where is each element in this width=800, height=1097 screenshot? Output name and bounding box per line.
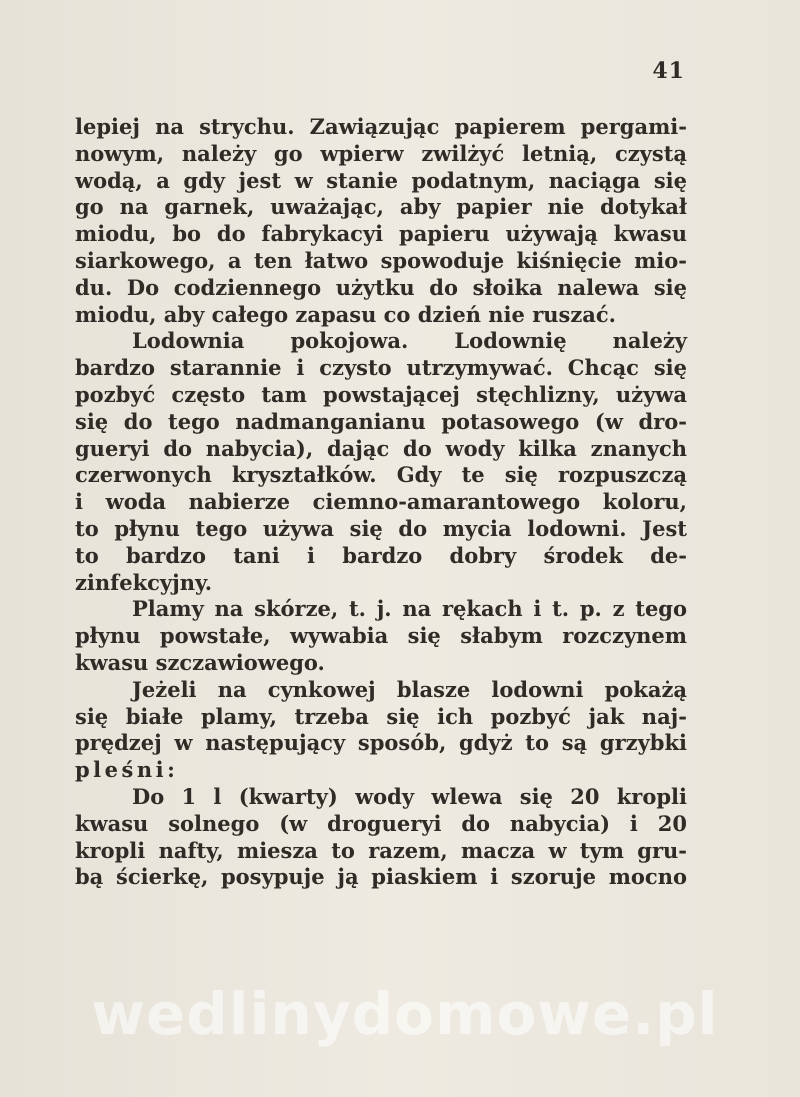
text-line: płynu powstałe, wywabia się słabym rozczynem — [75, 623, 687, 649]
text-line: się białe plamy, trzeba się ich pozbyć jak naj- — [75, 703, 687, 729]
text-line: Do 1 l (kwarty) wody wlewa się 20 kropli — [132, 783, 687, 809]
text-line: bardzo starannie i czysto utrzymywać. Chcąc się — [75, 355, 687, 381]
text-line: kwasu solnego (w drogueryi do nabycia) i 20 — [75, 810, 687, 836]
text-line: prędzej w następujący sposób, gdyż to są grzybki — [75, 730, 687, 756]
text-line: kropli nafty, miesza to razem, macza w tym gru- — [75, 837, 687, 863]
text-line: bą ścierkę, posypuje ją piaskiem i szoruje mocno — [75, 864, 687, 890]
page-number: 41 — [652, 58, 685, 84]
text-line: się do tego nadmanganianu potasowego (w dro- — [75, 408, 687, 434]
text-line: nowym, należy go wpierw zwilżyć letnią, czystą — [75, 140, 687, 166]
text-line: pozbyć często tam powstającej stęchlizny, używa — [75, 381, 687, 407]
text-line: miodu, bo do fabrykacyi papieru używają kwasu — [75, 221, 687, 247]
text-line: zinfekcyjny. — [75, 569, 213, 595]
text-line: lepiej na strychu. Zawiązując papierem pergami- — [75, 114, 687, 139]
text-line: i woda nabierze ciemno-amarantowego koloru, — [75, 489, 687, 515]
text-line: siarkowego, a ten łatwo spowoduje kiśnięcie mio- — [75, 247, 687, 273]
text-line: kwasu szczawiowego. — [75, 649, 325, 675]
body-text — [75, 114, 687, 891]
watermark: wedlinydomowe.pl — [91, 980, 719, 1048]
text-line: czerwonych kryształków. Gdy te się rozpuszczą — [75, 462, 687, 488]
text-line: wodą, a gdy jest w stanie podatnym, naciąga się — [75, 167, 687, 193]
text-line: to płynu tego używa się do mycia lodowni. Jest — [75, 515, 687, 541]
text-line: miodu, aby całego zapasu co dzień nie ruszać. — [75, 301, 616, 327]
text-line: pleśni: — [75, 757, 179, 783]
text-line: go na garnek, uważając, aby papier nie dotykał — [75, 194, 687, 220]
text-line: Plamy na skórze, t. j. na rękach i t. p. z tego — [132, 596, 687, 622]
text-line: Lodownia pokojowa. Lodownię należy — [132, 328, 687, 354]
text-line: Jeżeli na cynkowej blasze lodowni pokażą — [132, 676, 687, 702]
text-line: du. Do codziennego użytku do słoika nalewa się — [75, 274, 687, 300]
text-line: gueryi do nabycia), dając do wody kilka znanych — [75, 435, 687, 461]
text-line: to bardzo tani i bardzo dobry środek de- — [75, 542, 687, 568]
